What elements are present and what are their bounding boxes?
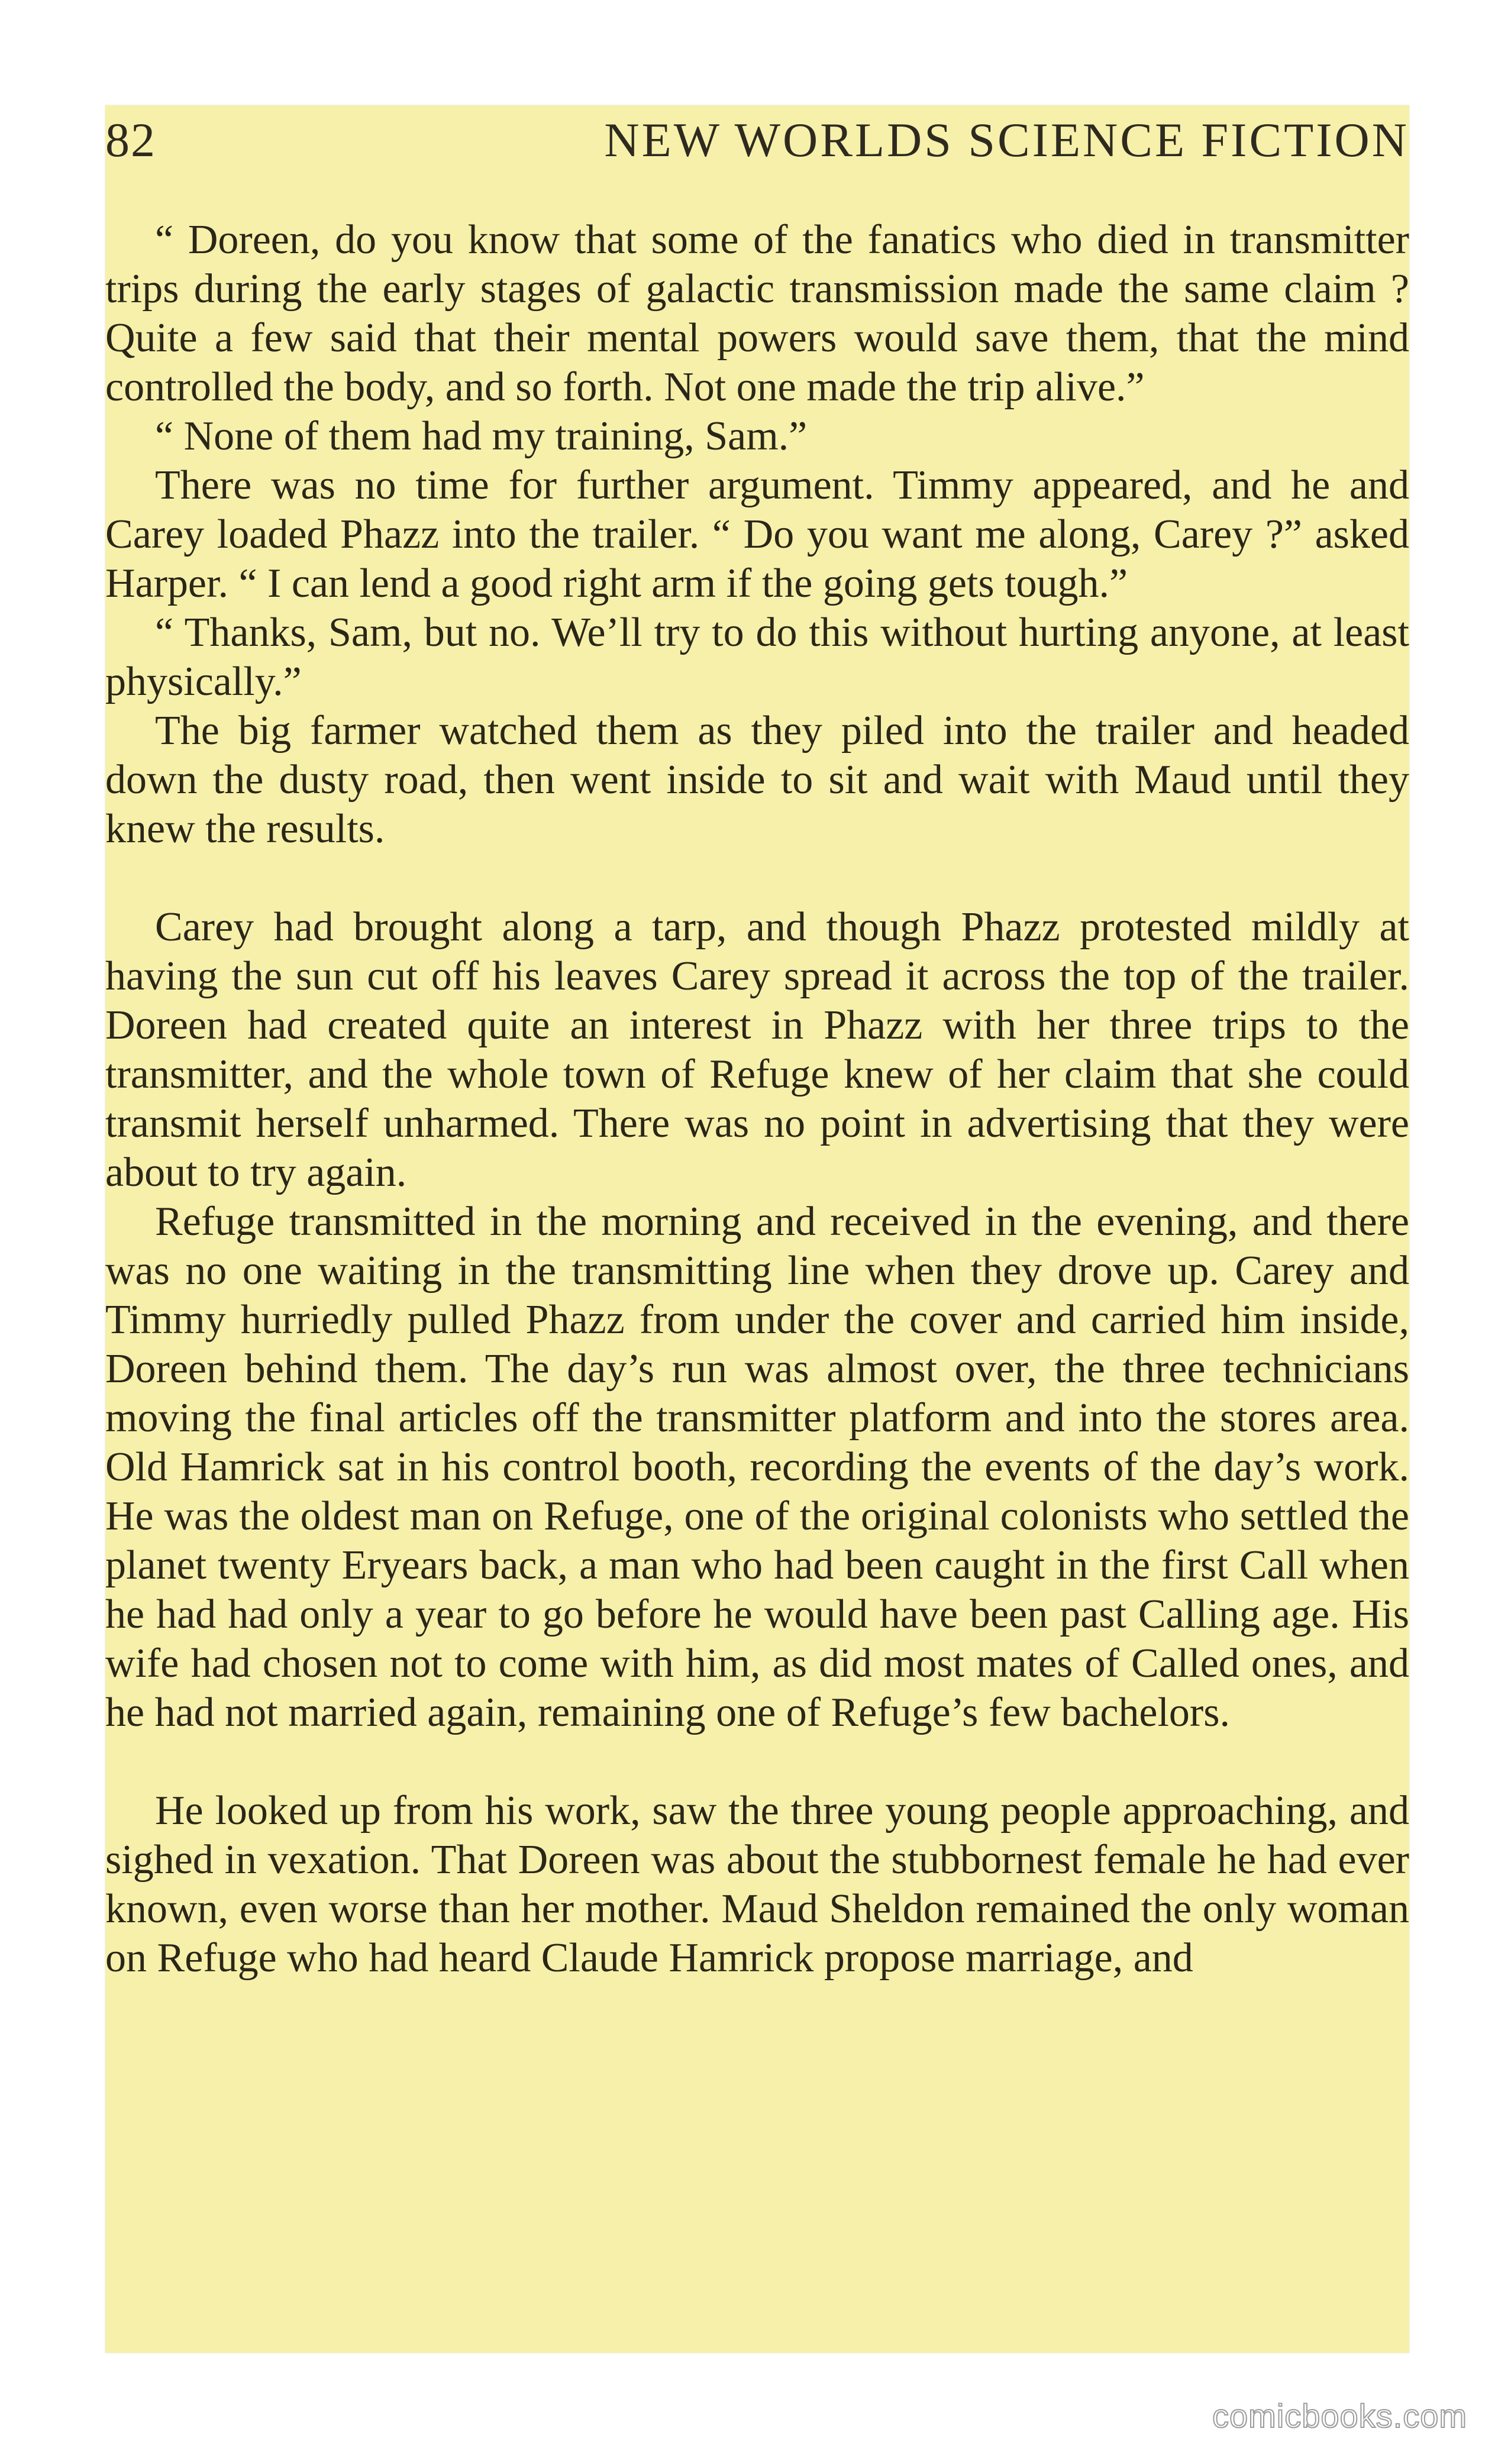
site-watermark: comicbooks.com: [1212, 2397, 1467, 2434]
page-header: [105, 112, 1409, 177]
section-break: [105, 1737, 1409, 1786]
paragraph: Carey had brought along a tarp, and though Phazz protested mildly at having the sun cut off his leaves Carey spread it across the top of the trailer. Doreen had created quite an interest in Phazz with her three trips to the transmitter, and the whole town of Refuge knew of her claim that she could transmit herself unharmed. There was no point in advertising that they were about to try again.: [105, 904, 1409, 1195]
paragraph: “ Thanks, Sam, but no. We’ll try to do this without hurting anyone, at least physically.”: [105, 610, 1409, 704]
section-break: [105, 853, 1409, 903]
page-number: 82: [105, 113, 156, 167]
book-page: [105, 105, 1409, 2353]
story-body: [105, 215, 1409, 1983]
paragraph: “ Doreen, do you know that some of the fanatics who died in transmitter trips during the early stages of galactic transmission made the same claim ? Quite a few said that their mental powers would save them, that the mind controlled the body, and so forth. Not one made the trip alive.”: [105, 217, 1409, 410]
paragraph: “ None of them had my training, Sam.”: [155, 413, 808, 459]
paragraph: Refuge transmitted in the morning and received in the evening, and there was no one waiting in the transmitting line when they drove up. Carey and Timmy hurriedly pulled Phazz from under the cover and carried him inside, Doreen behind them. The day’s run was almost over, the three technicians moving the final articles off the transmitter platform and into the stores area. Old Hamrick sat in his control booth, recording the events of the day’s work. He was the oldest man on Refuge, one of the original colonists who settled the planet twenty Eryears back, a man who had been caught in the first Call when he had had only a year to go before he would have been past Calling age. His wife had chosen not to come with him, as did most mates of Called ones, and he had not married again, remaining one of Refuge’s few bachelors.: [105, 1199, 1409, 1735]
paragraph: He looked up from his work, saw the three young people approaching, and sighed in vexation. That Doreen was about the stubbornest female he had ever known, even worse than her mother. Maud Sheldon remained the only woman on Refuge who had heard Claude Hamrick propose marriage, and: [105, 1788, 1409, 1981]
paragraph: The big farmer watched them as they piled into the trailer and headed down the dusty road, then went inside to sit and wait with Maud until they knew the results.: [105, 708, 1409, 852]
running-head: NEW WORLDS SCIENCE FICTION: [604, 113, 1409, 167]
paragraph: There was no time for further argument. Timmy appeared, and he and Carey loaded Phazz into the trailer. “ Do you want me along, Carey ?” asked Harper. “ I can lend a good right arm if the going gets tough.”: [105, 463, 1409, 606]
